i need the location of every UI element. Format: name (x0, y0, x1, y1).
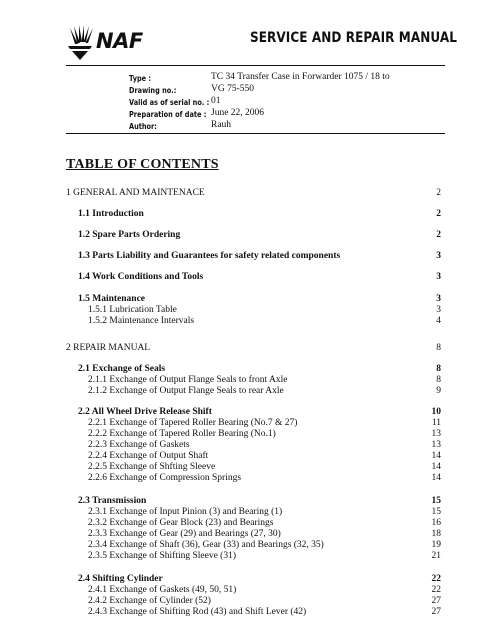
toc-entry-page: 13 (431, 429, 441, 439)
meta-key-type: Type : (129, 74, 152, 83)
meta-value-preparation-date: June 22, 2006 (211, 108, 265, 118)
toc-entry-text: 1.4 Work Conditions and Tools (78, 272, 204, 282)
toc-entry-text: 2.2.6 Exchange of Compression Springs (88, 473, 242, 483)
toc-entry-page: 14 (431, 462, 441, 472)
toc-entry[interactable] (0, 251, 479, 263)
toc-entry-text: 1.5.2 Maintenance Intervals (88, 316, 195, 326)
meta-value-author: Rauh (211, 120, 232, 130)
toc-entry-text: 2.4.2 Exchange of Cylinder (52) (88, 596, 211, 606)
toc-entry-text: 2.3.3 Exchange of Gear (29) and Bearings (27, 30) (88, 529, 281, 539)
toc-title: TABLE OF CONTENTS (66, 157, 219, 172)
toc-entry-page: 9 (436, 386, 441, 396)
metadata-rule (66, 133, 445, 134)
toc-entry-text: 1.5.1 Lubrication Table (88, 305, 177, 315)
toc-entry-page: 3 (436, 251, 441, 261)
toc-entry-page: 27 (431, 607, 441, 617)
toc-entry-text: 2.3.4 Exchange of Shaft (36), Gear (33) and Bearings (32, 35) (88, 540, 324, 550)
naf-logo (66, 22, 162, 62)
toc-entry-text: 2.2.1 Exchange of Tapered Roller Bearing (No.7 & 27) (88, 418, 298, 428)
toc-entry-text: 2.4.1 Exchange of Gaskets (49, 50, 51) (88, 585, 237, 595)
toc-entry-text: 2.2 All Wheel Drive Release Shift (78, 407, 212, 417)
header-rule (66, 65, 445, 66)
toc-entry[interactable] (0, 386, 479, 398)
toc-entry-text: 2.3 Transmission (78, 496, 147, 506)
toc-entry-text: 1.5 Maintenance (78, 294, 146, 304)
toc-entry-page: 18 (431, 529, 441, 539)
toc-entry-page: 3 (436, 305, 441, 315)
toc-entry[interactable] (0, 343, 479, 355)
toc-entry-page: 22 (431, 585, 441, 595)
toc-entry-page: 10 (431, 407, 441, 417)
toc-entry-text: 1.1 Introduction (78, 209, 144, 219)
toc-entry[interactable] (0, 209, 479, 221)
toc-entry-text: 2.2.3 Exchange of Gaskets (88, 440, 190, 450)
toc-entry-page: 8 (436, 375, 441, 385)
toc-entry-text: 2.1.2 Exchange of Output Flange Seals to rear Axle (88, 386, 284, 396)
meta-key-author: Author: (129, 122, 157, 131)
toc-entry-page: 15 (431, 496, 441, 506)
toc-entry-page: 13 (431, 440, 441, 450)
toc-entry-text: 2.2.4 Exchange of Output Shaft (88, 451, 209, 461)
toc-entry-text: 2.4 Shifting Cylinder (78, 574, 163, 584)
toc-entry-text: 1.3 Parts Liability and Guarantees for safety related components (78, 251, 341, 261)
toc-entry-text: 2.1 Exchange of Seals (78, 364, 166, 374)
logo-text: NAF (96, 29, 143, 53)
toc-entry-page: 21 (431, 551, 441, 561)
toc-entry-page: 8 (436, 343, 441, 353)
toc-entry-page: 2 (436, 209, 441, 219)
toc-entry-page: 11 (431, 418, 441, 428)
toc-entry-text: 2.3.2 Exchange of Gear Block (23) and Bearings (88, 518, 274, 528)
meta-value-serial-no: 01 (211, 96, 221, 106)
toc-entry-text: 2 REPAIR MANUAL (66, 343, 151, 353)
toc-entry-page: 4 (436, 316, 441, 326)
meta-value-type: TC 34 Transfer Case in Forwarder 1075 / 18 to (211, 72, 390, 82)
toc-entry-text: 1 GENERAL AND MAINTENACE (66, 188, 205, 198)
toc-entry-page: 3 (436, 272, 441, 282)
toc-entry-page: 15 (431, 507, 441, 517)
toc-entry-page: 16 (431, 518, 441, 528)
toc-entry-text: 2.4.3 Exchange of Shifting Rod (43) and Shift Lever (42) (88, 607, 307, 617)
toc-entry-text: 2.2.2 Exchange of Tapered Roller Bearing (No.1) (88, 429, 276, 439)
toc-entry-text: 2.3.1 Exchange of Input Pinion (3) and Bearing (1) (88, 507, 283, 517)
toc-entry[interactable] (0, 272, 479, 284)
toc-entry[interactable] (0, 551, 479, 563)
meta-key-serial-no: Valid as of serial no. : (129, 98, 210, 107)
toc-entry-text: 2.3.5 Exchange of Shifting Sleeve (31) (88, 551, 237, 561)
toc-entry-page: 2 (436, 230, 441, 240)
toc-entry-page: 2 (436, 188, 441, 198)
toc-entry-text: 1.2 Spare Parts Ordering (78, 230, 181, 240)
meta-value-drawing-no: VG 75-550 (211, 84, 255, 94)
toc-entry-text: 2.1.1 Exchange of Output Flange Seals to front Axle (88, 375, 288, 385)
meta-key-preparation-date: Preparation of date : (129, 110, 207, 119)
toc-entry-page: 22 (431, 574, 441, 584)
manual-title: SERVICE AND REPAIR MANUAL (250, 30, 458, 46)
toc-entry[interactable] (0, 316, 479, 328)
toc-entry-page: 19 (431, 540, 441, 550)
toc-entry-page: 14 (431, 451, 441, 461)
toc-entry-page: 3 (436, 294, 441, 304)
toc-entry[interactable] (0, 473, 479, 485)
toc-entry-page: 27 (431, 596, 441, 606)
meta-key-drawing-no: Drawing no.: (129, 86, 177, 95)
toc-entry-page: 8 (436, 364, 441, 374)
toc-entry[interactable] (0, 230, 479, 242)
toc-entry-page: 14 (431, 473, 441, 483)
toc-entry-text: 2.2.5 Exchange of Shfting Sleeve (88, 462, 216, 472)
toc-entry[interactable] (0, 607, 479, 619)
toc-entry[interactable] (0, 188, 479, 200)
